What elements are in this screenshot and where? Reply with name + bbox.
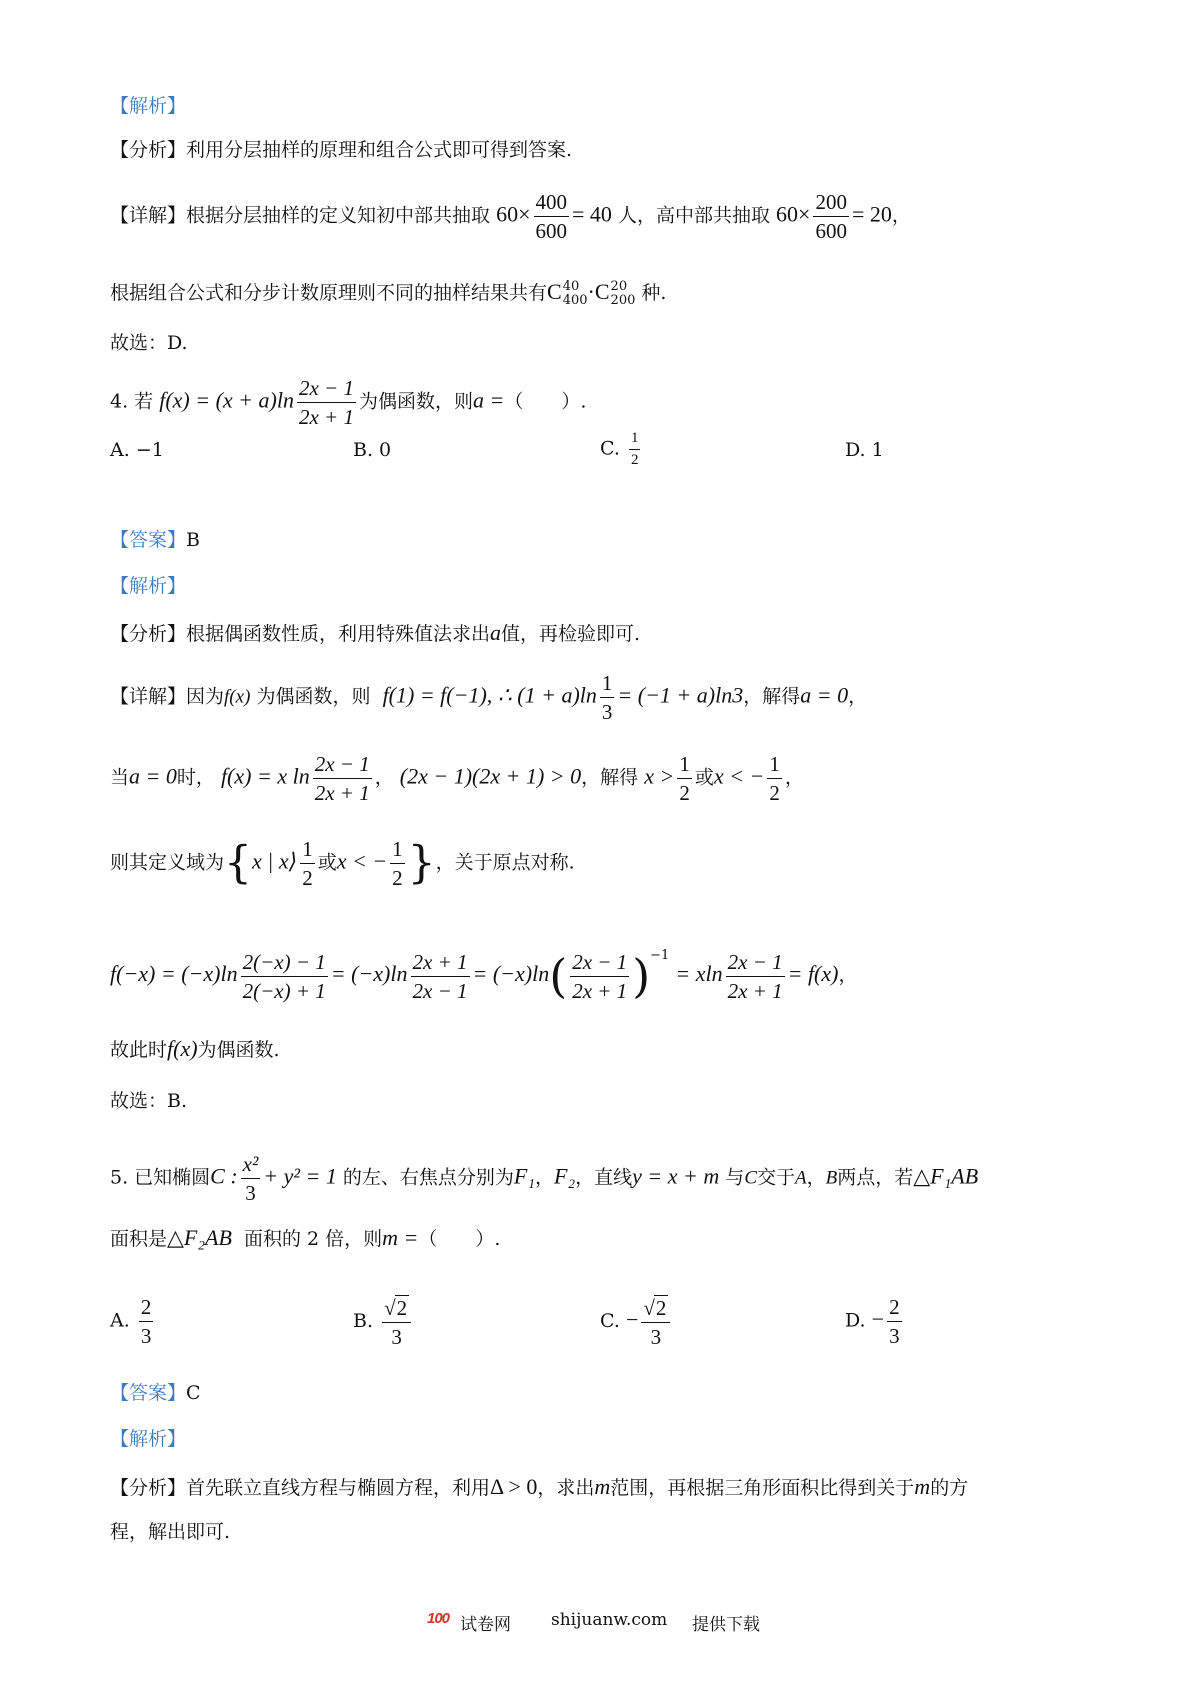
- question-4: 4. 若 f(x) = (x + a)ln $\frac{2x - 1}{2x + 1}$ 为偶函数，则a =（ ）.: [110, 376, 587, 429]
- logo-text: 试卷网: [460, 1615, 511, 1635]
- q4-step-3: 则其定义域为{x | x⟩ $\frac{1}{2}$ 或x < − $\frac{1}{2}$ }，关于原点对称.: [110, 837, 575, 890]
- q5-fenxi-line: 【分析】首先联立直线方程与椭圆方程，利用Δ > 0，求出m范围，再根据三角形面积比得到关于m的方: [110, 1474, 969, 1499]
- q5-option-b[interactable]: B. $\frac{√2}{3}$: [353, 1295, 414, 1349]
- q5-line-2: 面积是△F₂AB 面积的 2 倍，则m =（ ）.: [110, 1225, 501, 1250]
- math-times-2: 60×: [776, 201, 811, 227]
- q4-answer-line: 【答案】B: [110, 529, 200, 551]
- q4-jiexi-tag: 【解析】: [110, 575, 187, 597]
- fraction-1-3: $\frac{1}{3}$: [601, 671, 613, 724]
- q4-step-2: 当a = 0时， f(x) = x ln $\frac{2x - 1}{2x + 1}$ ， (2x − 1)(2x + 1) > 0，解得 x > $\frac{1}{2}$ 或x < − $\frac{1}{2}$ ，: [110, 752, 804, 805]
- ren-text: 人，高中部共抽取: [617, 204, 770, 227]
- q4-option-b[interactable]: B. 0: [353, 439, 392, 461]
- q5-option-d[interactable]: D. − $\frac{2}{3}$: [845, 1295, 900, 1348]
- xiangjie-tag: 【详解】: [110, 204, 187, 227]
- fenxi-line: [110, 137, 572, 163]
- q4-answer: B: [186, 529, 200, 551]
- question-5: 5. 已知椭圆C : $\frac{\text{x²}}{3}$ + y² = 1 的左、右焦点分别为F₁，F₂，直线y = x + m 与C交于A，B两点，若△F₁AB: [110, 1152, 979, 1205]
- math-eq20: = 20: [851, 201, 892, 227]
- q4-option-c[interactable]: C. $\frac{1}{2}$: [600, 430, 639, 468]
- site-link[interactable]: shijuanw.com: [551, 1610, 668, 1630]
- fraction-200-600: $\frac{200}{600}$: [815, 190, 847, 243]
- combo-index-2: 20 200: [610, 279, 636, 308]
- math-eq40: = 40: [572, 201, 612, 227]
- math-times: 60×: [496, 201, 531, 227]
- q5-answer-line: 【答案】C: [110, 1382, 201, 1404]
- site-logo: 100: [427, 1610, 450, 1627]
- combo-line: 根据组合公式和分步计数原理则不同的抽样结果共有C 40 400 ·C 20 200 种.: [110, 279, 667, 308]
- xiangjie-text: 根据分层抽样的定义知初中部共抽取: [186, 204, 491, 227]
- q4-option-a[interactable]: A. −1: [110, 439, 164, 461]
- download-text: 提供下载: [692, 1615, 760, 1635]
- q5-fenxi-line-2: 程，解出即可.: [110, 1521, 231, 1543]
- combo-index-1: 40 400: [562, 279, 588, 308]
- q4-option-d[interactable]: D. 1: [845, 439, 884, 461]
- page-footer: [0, 1610, 1191, 1650]
- q5-option-a[interactable]: A. $\frac{2}{3}$: [110, 1295, 152, 1348]
- q4-fenxi-line: 【分析】根据偶函数性质，利用特殊值法求出a值，再检验即可.: [110, 620, 641, 645]
- fraction-2x-1-over-2x+1: $\frac{2x - 1}{2x + 1}$: [298, 376, 354, 429]
- jiexi-tag: 【解析】: [110, 95, 187, 117]
- fenxi-tag: 【分析】: [110, 139, 187, 161]
- q4-choose: 故选：B.: [110, 1090, 188, 1112]
- xiangjie-line: 【详解】根据分层抽样的定义知初中部共抽取 60× $\frac{400}{600}$ = 40 人，高中部共抽取 60× $\frac{200}{600}$ = 20，: [110, 190, 911, 243]
- choose-d: 故选：D.: [110, 332, 188, 354]
- q4-step-5: 故此时f(x)为偶函数.: [110, 1036, 280, 1061]
- fenxi-text: 利用分层抽样的原理和组合公式即可得到答案.: [186, 139, 573, 161]
- q4-xiangjie-line: 【详解】因为f(x) 为偶函数，则 f(1) = f(−1), ∴ (1 + a)ln $\frac{1}{3}$ = (−1 + a)ln3，解得a = 0，: [110, 671, 868, 724]
- q5-jiexi-tag: 【解析】: [110, 1428, 187, 1450]
- q5-option-c[interactable]: C. − $\frac{√2}{3}$: [600, 1295, 673, 1349]
- fraction-400-600: $\frac{400}{600}$: [535, 190, 567, 243]
- q4-step-4: f(−x) = (−x)ln $\frac{2(-x) - 1}{2(-x) + 1}$ = (−x)ln $\frac{2x + 1}{2x - 1}$ = (−x)ln( $\frac{2x - 1}{2x + 1}$ )$^{-1}$ = xln $\frac{2x - 1}{2x + 1}$ = f(x)，: [110, 948, 858, 1003]
- combo-text: 根据组合公式和分步计数原理则不同的抽样结果共有: [110, 282, 548, 304]
- q5-answer: C: [186, 1382, 201, 1404]
